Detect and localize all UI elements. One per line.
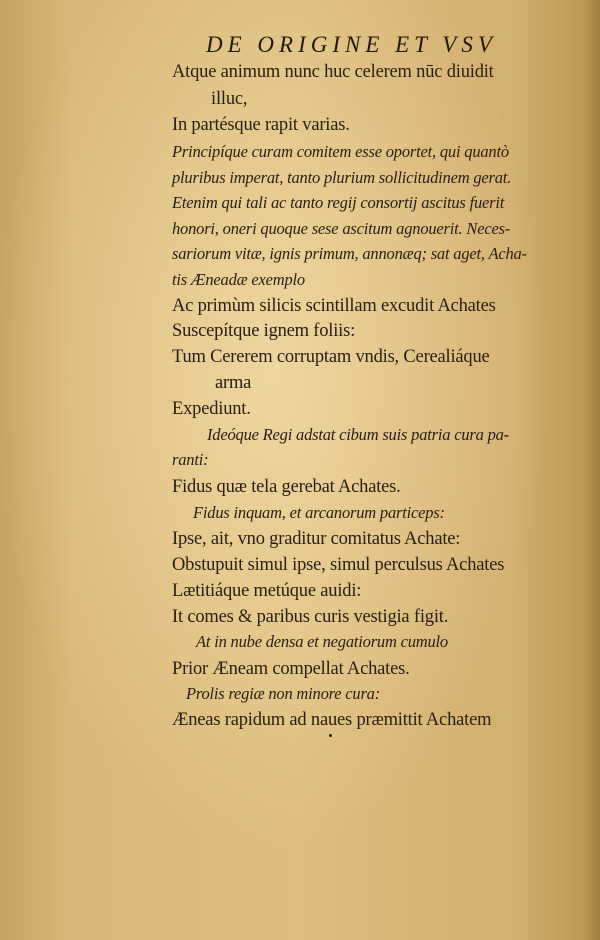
text-line: Suscepítque ignem foliis:: [172, 321, 356, 341]
text-line: arma: [215, 373, 252, 393]
gloss-line: Fidus inquam, et arcanorum particeps:: [193, 503, 445, 522]
text-line: Ipse, ait, vno graditur comitatus Achate:: [172, 529, 461, 549]
text-line: Obstupuit simul ipse, simul perculsus Achates: [172, 555, 505, 575]
gloss-line: ranti:: [172, 450, 209, 469]
gloss-line: tis Æneadæ exemplo: [172, 270, 305, 289]
gloss-line: Ideóque Regi adstat cibum suis patria cura pa-: [207, 425, 509, 444]
page-edge-shadow: [582, 0, 600, 940]
text-line: Atque animum nunc huc celerem nūc diuidit: [172, 62, 494, 82]
text-line: It comes & paribus curis vestigia figit.: [172, 607, 449, 627]
gloss-line: pluribus imperat, tanto plurium sollicitudinem gerat.: [172, 168, 512, 187]
text-line: Ac primùm silicis scintillam excudit Achates: [172, 296, 496, 316]
text-line: Tum Cererem corruptam vndis, Cerealiáque: [172, 347, 490, 367]
gloss-line: sariorum vitæ, ignis primum, annonæq; sat aget, Acha-: [172, 244, 527, 263]
gloss-line: Prolis regiæ non minore cura:: [186, 684, 381, 703]
gloss-line: Principíque curam comitem esse oportet, qui quantò: [172, 142, 509, 161]
text-line: illuc,: [211, 89, 248, 109]
text-line: Æneas rapidum ad naues præmittit Achatem: [172, 710, 492, 730]
text-line: Expediunt.: [172, 399, 251, 419]
gloss-line: Etenim qui tali ac tanto regij consortij ascitus fuerit: [172, 193, 505, 212]
text-line: Prior Æneam compellat Achates.: [172, 659, 410, 679]
text-line: Lætitiáque metúque auidi:: [172, 581, 362, 601]
text-line: In partésque rapit varias.: [172, 115, 350, 135]
gloss-line: honori, oneri quoque sese ascitum agnouerit. Neces-: [172, 219, 511, 238]
running-head: DE ORIGINE ET VSV: [206, 32, 497, 57]
signature-mark: [329, 734, 332, 737]
gloss-line: At in nube densa et negatiorum cumulo: [196, 632, 448, 651]
text-line: Fidus quæ tela gerebat Achates.: [172, 477, 401, 497]
